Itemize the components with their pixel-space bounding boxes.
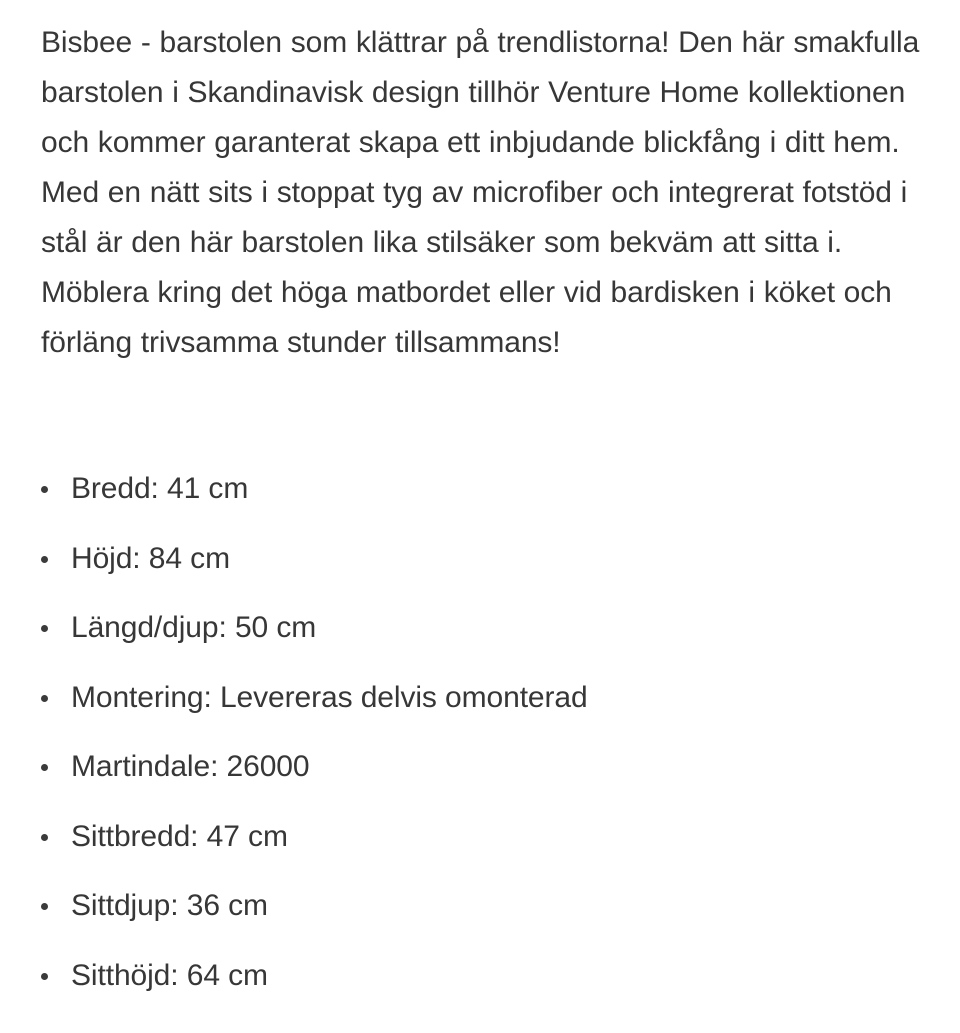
bullet-icon	[41, 764, 48, 771]
product-description-text: Bisbee - barstolen som klättrar på trendlistorna! Den här smakfulla barstolen i Skandinavisk design tillhör Venture Home kollektionen och kommer garanterat skapa ett inbjudande blickfång i ditt hem. Med en nätt sits i stoppat tyg av microfiber och integrerat fotstöd i stål är den här barstolen lika stilsäker som bekväm att sitta i. Möblera kring det höga matbordet eller vid bardisken i köket och förläng trivsamma stunder tillsammans!	[41, 26, 920, 359]
bullet-icon	[41, 625, 48, 632]
spec-item-text: Höjd: 84 cm	[71, 541, 230, 575]
spec-item-text: Montering: Levereras delvis omonterad	[71, 680, 588, 714]
spec-item-text: Sittdjup: 36 cm	[71, 889, 268, 922]
list-item	[41, 885, 921, 955]
list-item	[41, 677, 921, 747]
bullet-icon	[41, 834, 48, 841]
spec-item-text: Längd/djup: 50 cm	[71, 611, 317, 644]
spec-item-text: Sittbredd: 47 cm	[71, 819, 288, 853]
bullet-icon	[41, 695, 48, 702]
list-item	[41, 816, 921, 886]
bullet-icon	[41, 486, 48, 493]
list-item	[41, 538, 921, 608]
spec-item-text: Martindale: 26000	[71, 750, 310, 783]
spec-item-text: Sitthöjd: 64 cm	[71, 958, 268, 992]
list-item	[41, 607, 921, 677]
list-item	[41, 746, 921, 816]
list-item	[41, 468, 921, 538]
description-block	[41, 18, 921, 368]
bullet-icon	[41, 903, 48, 910]
spec-item-text: Bredd: 41 cm	[71, 472, 249, 505]
bullet-icon	[41, 556, 48, 563]
specification-list	[41, 468, 921, 1024]
bullet-icon	[41, 973, 48, 980]
list-item	[41, 955, 921, 1025]
